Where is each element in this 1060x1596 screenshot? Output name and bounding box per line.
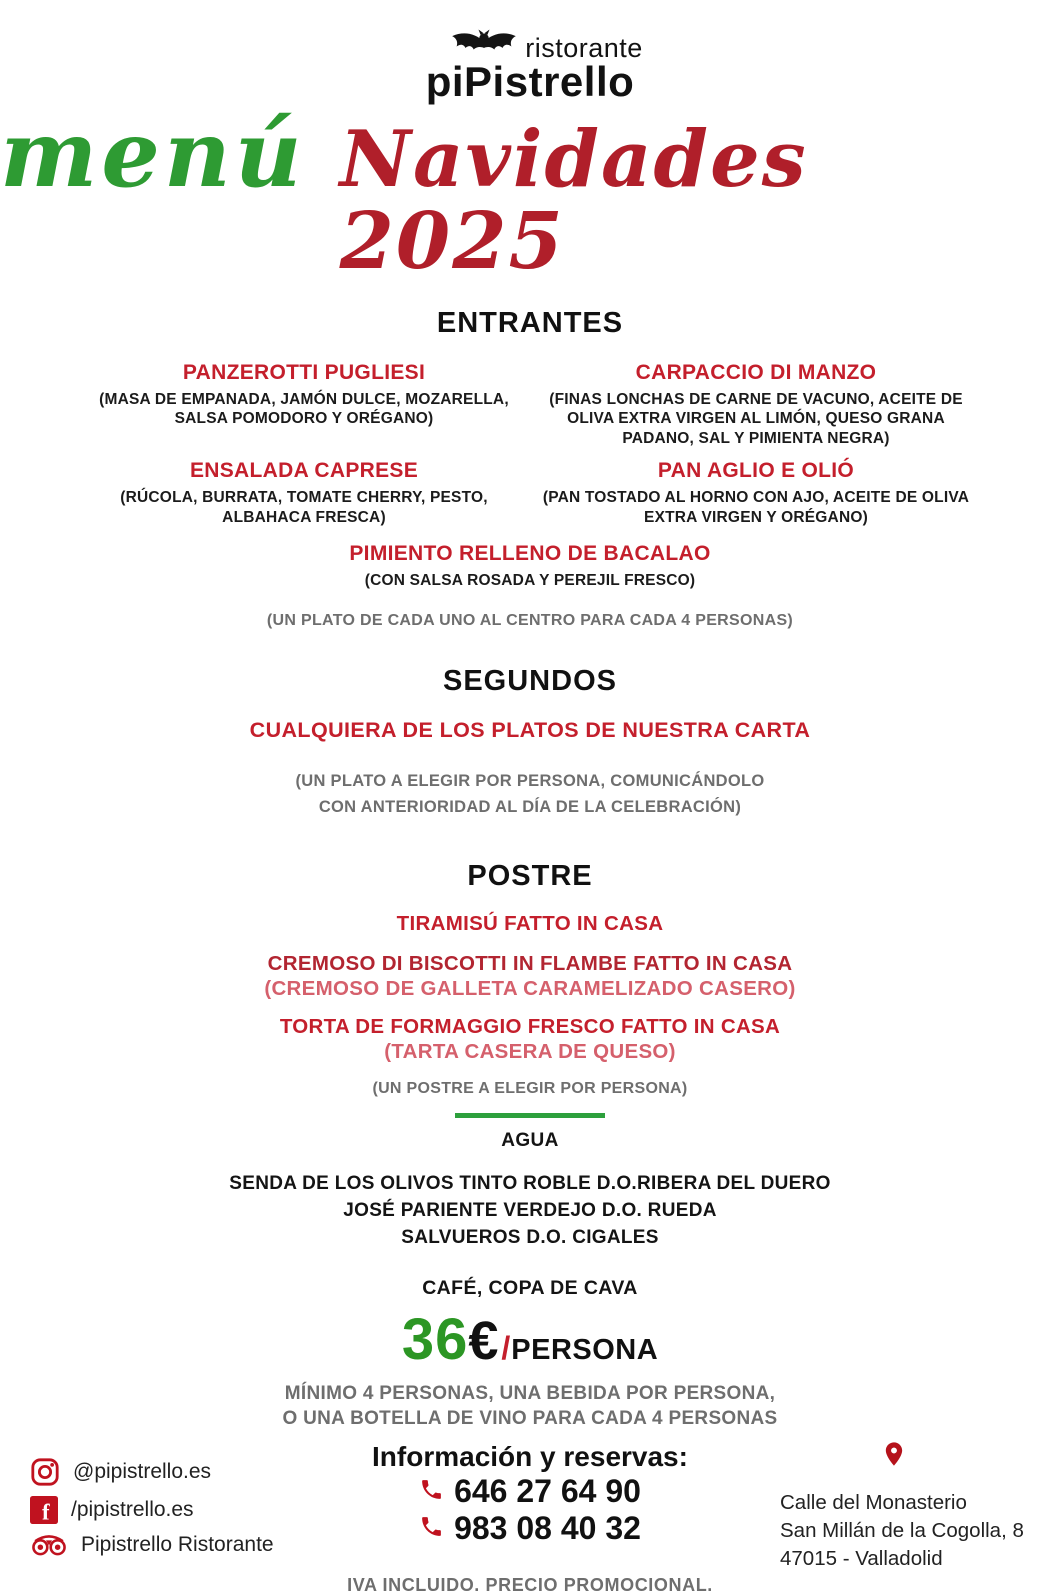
postre-note: (UN POSTRE A ELEGIR POR PERSONA) xyxy=(372,1079,688,1097)
contact-heading: Información y reservas: xyxy=(372,1440,688,1472)
dish-caprese xyxy=(90,458,518,527)
dish-name: ENSALADA CAPRESE xyxy=(189,459,419,483)
conditions-line1: MÍNIMO 4 PERSONAS, UNA BEBIDA POR PERSONA, xyxy=(284,1382,776,1404)
postre-torta xyxy=(0,1016,1060,1063)
section-heading-entrantes: ENTRANTES xyxy=(436,306,624,339)
euro-sign: € xyxy=(468,1310,499,1371)
segundos-note-line2: CON ANTERIORIDAD AL DÍA DE LA CELEBRACIÓN) xyxy=(318,797,742,816)
phone-row xyxy=(330,1473,730,1510)
dish-name: PAN AGLIO E OLIÓ xyxy=(657,459,855,483)
dish-pan-aglio xyxy=(542,458,970,527)
price-per-person: PERSONA xyxy=(511,1333,659,1366)
dish-panzerotti xyxy=(90,360,518,449)
social-instagram xyxy=(30,1457,330,1487)
dish-pimiento xyxy=(0,541,1060,591)
svg-text:f: f xyxy=(41,1499,50,1525)
price-amount: 36 xyxy=(401,1306,469,1372)
drink-water: AGUA xyxy=(501,1129,559,1151)
section-heading-postre: POSTRE xyxy=(467,859,593,892)
menu-title xyxy=(0,100,1060,287)
tripadvisor-icon xyxy=(30,1533,68,1558)
dish-description: (FINAS LONCHAS DE CARNE DE VACUNO, ACEITE DE OLIVA EXTRA VIRGEN AL LIMÓN, QUESO GRANA PADANO, SAL Y PIMIENTA NEGRA) xyxy=(549,390,963,447)
dish-name: CARPACCIO DI MANZO xyxy=(635,360,877,384)
phone-row xyxy=(330,1510,730,1547)
segundos-note-line1: (UN PLATO A ELEGIR POR PERSONA, COMUNICÁNDOLO xyxy=(295,771,765,790)
postre-subtitle: (CREMOSO DE GALLETA CARAMELIZADO CASERO) xyxy=(264,976,796,1000)
restaurant-logo xyxy=(0,0,1060,106)
social-label: Pipistrello Ristorante xyxy=(81,1533,274,1557)
postre-name: TIRAMISÚ FATTO IN CASA xyxy=(396,911,664,935)
social-links xyxy=(0,1441,330,1558)
title-menu-word: menú xyxy=(0,100,306,208)
dish-description: (RÚCOLA, BURRATA, TOMATE CHERRY, PESTO, ALBAHACA FRESCA) xyxy=(120,489,488,526)
dish-name: PIMIENTO RELLENO DE BACALAO xyxy=(349,542,711,566)
entrantes-note: (UN PLATO DE CADA UNO AL CENTRO PARA CADA 4 PERSONAS) xyxy=(266,611,794,629)
dish-name: PANZEROTTI PUGLIESI xyxy=(182,360,426,384)
dish-description: (CON SALSA ROSADA Y PEREJIL FRESCO) xyxy=(364,572,696,590)
address-block xyxy=(730,1441,1060,1573)
conditions xyxy=(0,1381,1060,1431)
wine-item: SENDA DE LOS OLIVOS TINTO ROBLE D.O.RIBERA DEL DUERO xyxy=(229,1172,831,1194)
instagram-icon xyxy=(30,1457,60,1487)
social-facebook xyxy=(30,1496,330,1524)
entrantes-grid xyxy=(90,360,970,528)
postre-name: TORTA DE FORMAGGIO FRESCO FATTO IN CASA xyxy=(279,1014,781,1038)
price xyxy=(0,1306,1060,1372)
social-label: @pipistrello.es xyxy=(73,1459,212,1483)
location-pin-icon xyxy=(880,1437,1060,1479)
contact-block xyxy=(330,1441,730,1547)
logo-ristorante-text: ristorante xyxy=(525,33,643,63)
conditions-line2: O UNA BOTELLA DE VINO PARA CADA 4 PERSONAS xyxy=(282,1407,778,1429)
social-label: /pipistrello.es xyxy=(71,1497,194,1521)
logo-name-text: piPistrello xyxy=(425,58,635,105)
dish-carpaccio xyxy=(542,360,970,449)
segundos-note xyxy=(0,768,1060,820)
dish-description: (PAN TOSTADO AL HORNO CON AJO, ACEITE DE OLIVA EXTRA VIRGEN Y ORÉGANO) xyxy=(542,489,970,526)
wine-item: JOSÉ PARIENTE VERDEJO D.O. RUEDA xyxy=(343,1199,717,1221)
postre-name: CREMOSO DI BISCOTTI IN FLAMBE FATTO IN CASA xyxy=(267,951,793,975)
phone-number: 983 08 40 32 xyxy=(454,1509,641,1546)
address-line3: 47015 - Valladolid xyxy=(780,1546,943,1570)
address-line2: San Millán de la Cogolla, 8 xyxy=(780,1518,1024,1542)
phone-icon xyxy=(419,1510,444,1547)
postre-subtitle: (TARTA CASERA DE QUESO) xyxy=(384,1039,676,1063)
wine-list xyxy=(0,1170,1060,1251)
address-line1: Calle del Monasterio xyxy=(780,1490,967,1514)
drink-coffee-cava: CAFÉ, COPA DE CAVA xyxy=(422,1276,638,1299)
green-divider xyxy=(455,1113,605,1118)
postre-tiramisu xyxy=(0,913,1060,935)
footer xyxy=(0,1441,1060,1573)
legal-note: IVA INCLUIDO. PRECIO PROMOCIONAL. xyxy=(347,1574,713,1595)
phone-icon xyxy=(419,1473,444,1510)
social-tripadvisor xyxy=(30,1533,330,1558)
price-slash: / xyxy=(501,1329,511,1366)
section-heading-segundos: SEGUNDOS xyxy=(443,664,617,697)
title-season-word: Navidades 2025 xyxy=(339,114,808,287)
postre-cremoso xyxy=(0,953,1060,1000)
facebook-icon xyxy=(30,1496,58,1524)
phone-number: 646 27 64 90 xyxy=(454,1472,641,1509)
wine-item: SALVUEROS D.O. CIGALES xyxy=(401,1226,659,1248)
dish-description: (MASA DE EMPANADA, JAMÓN DULCE, MOZARELLA, SALSA POMODORO Y ORÉGANO) xyxy=(99,390,509,428)
segundos-item: CUALQUIERA DE LOS PLATOS DE NUESTRA CARTA xyxy=(249,717,811,742)
